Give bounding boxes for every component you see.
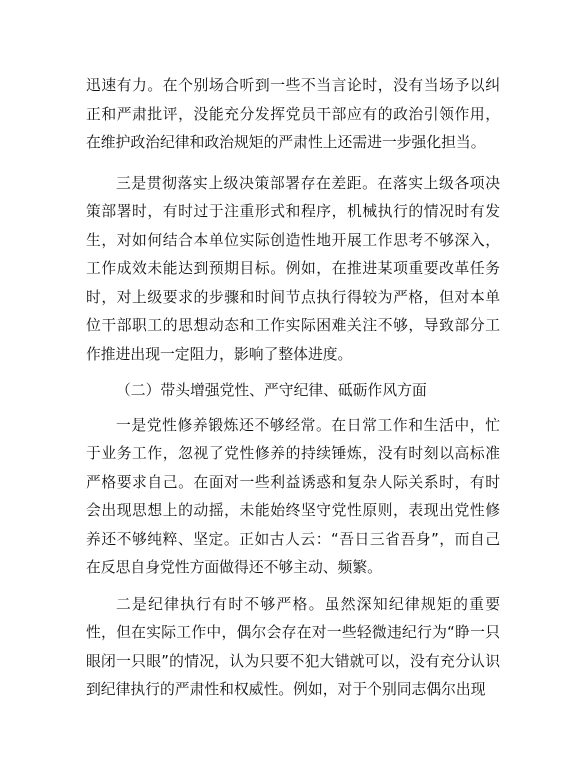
section-heading-two: （二）带头增强党性、严守纪律、砥砺作风方面 xyxy=(116,382,427,399)
paragraph-point-three: 三是贯彻落实上级决策部署存在差距。在落实上级各项决策部署时，有时过于注重形式和程序，机械执行的情况时有发生，对如何结合本单位实际创造性地开展工作思考不够深入，工作成效未能达到预期目标。例如，在推进某项重要改革任务时，对上级要求的步骤和时间节点执行得较为严格，但对本单位干部职工的思想动态和工作实际困难关注不够，导致部分工作推进出现一定阻力，影响了整体进度。 xyxy=(86,174,500,363)
paragraph-continuation: 迅速有力。在个别场合听到一些不当言论时，没有当场予以纠正和严肃批评，没能充分发挥党员干部应有的政治引领作用，在维护政治纪律和政治规矩的严肃性上还需进一步强化担当。 xyxy=(86,77,500,151)
document-body xyxy=(86,72,500,717)
paragraph-point-two: 二是纪律执行有时不够严格。虽然深知纪律规矩的重要性，但在实际工作中，偶尔会存在对一些轻微违纪行为“睁一只眼闭一只眼”的情况，认为只要不犯大错就可以，没有充分认识到纪律执行的严肃性和权威性。例如，对于个别同志偶尔出现 xyxy=(86,595,500,698)
paragraph-point-one: 一是党性修养锻炼还不够经常。在日常工作和生活中，忙于业务工作，忽视了党性修养的持续锤炼，没有时刻以高标准严格要求自己。在面对一些利益诱惑和复杂人际关系时，有时会出现思想上的动摇，未能始终坚守党性原则，表现出党性修养还不够纯粹、坚定。正如古人云：“吾日三省吾身”，而自己在反思自身党性方面做得还不够主动、频繁。 xyxy=(86,416,500,576)
